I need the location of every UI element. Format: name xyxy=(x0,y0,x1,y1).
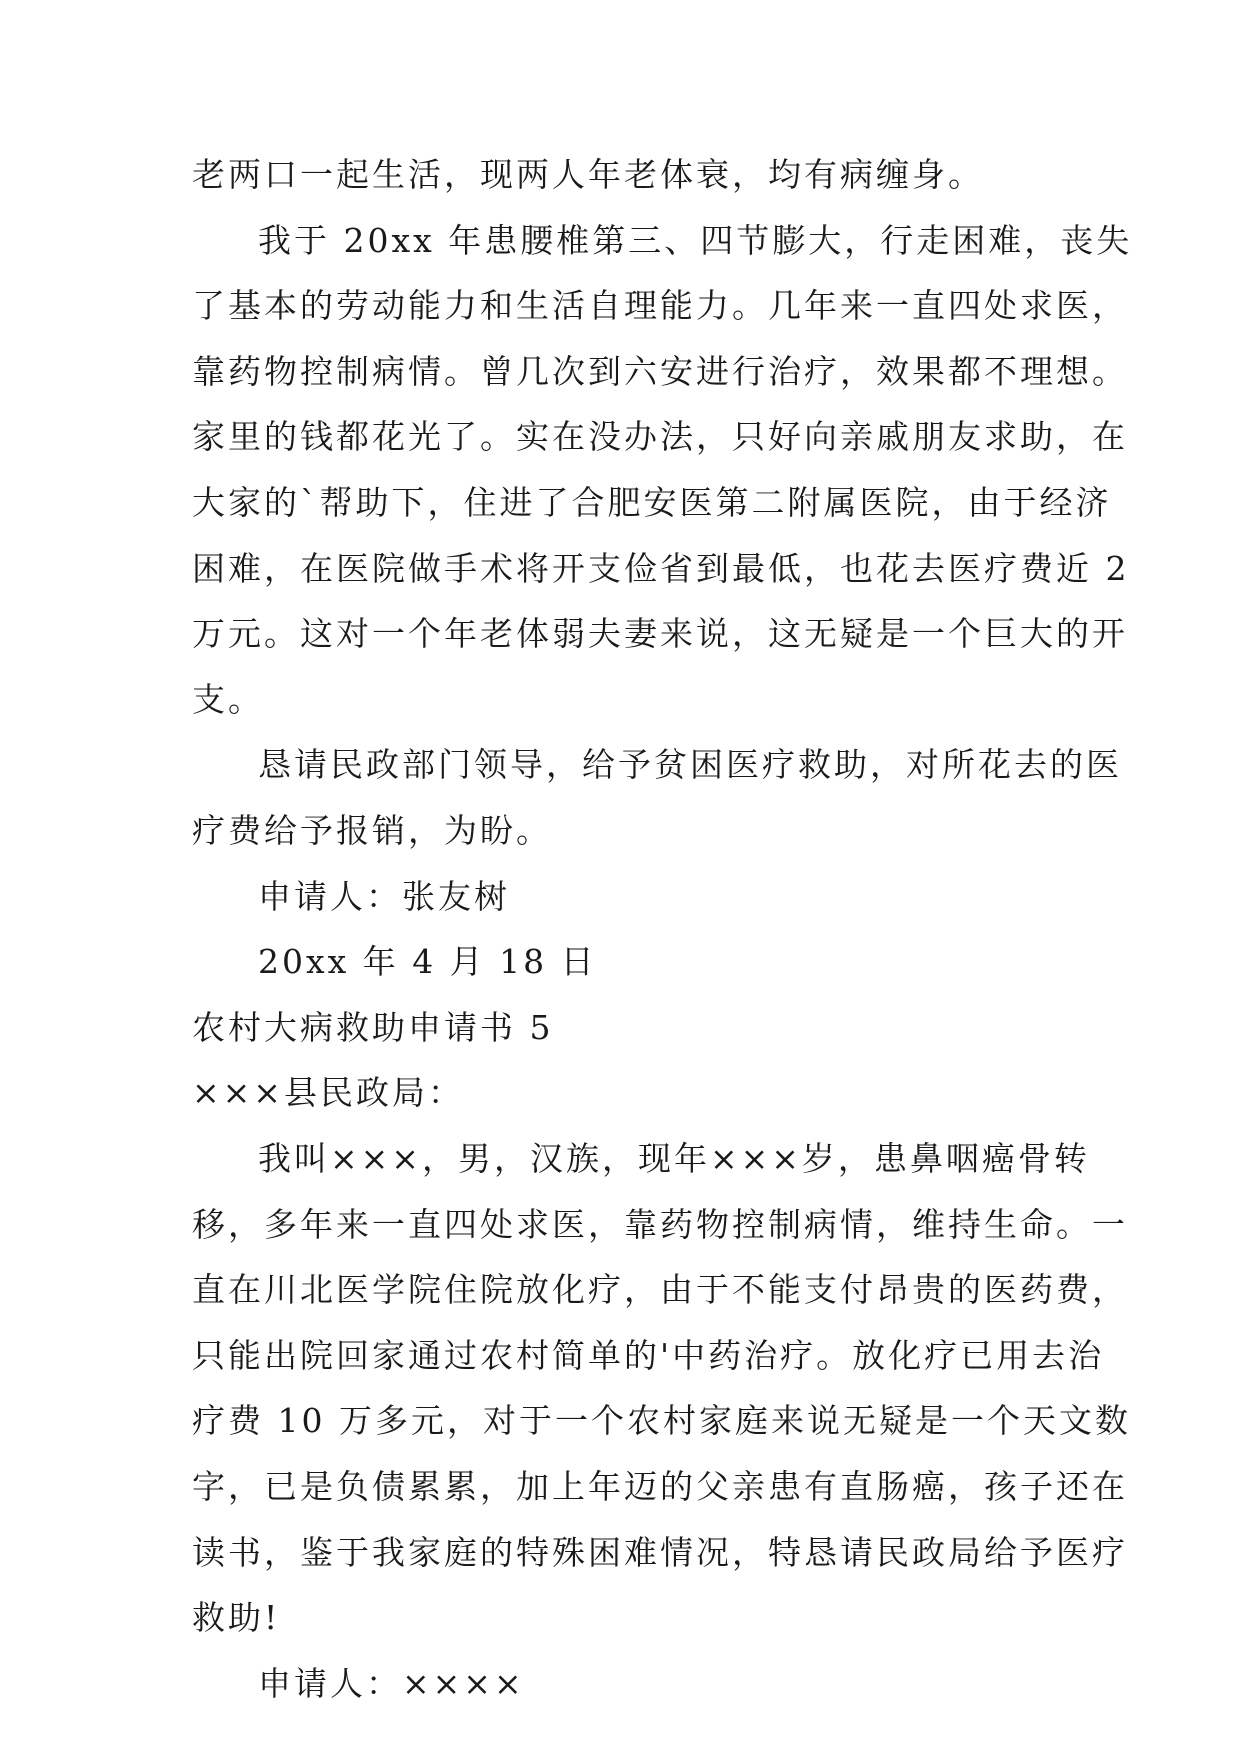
section-heading: 农村大病救助申请书 5 xyxy=(192,1008,554,1047)
text-line: 恳请民政部门领导，给予贫困医疗救助，对所花去的医 xyxy=(258,745,1122,784)
text-line: 我于 20xx 年患腰椎第三、四节膨大，行走困难，丧失 xyxy=(258,221,1133,260)
text-line: 我叫×××，男，汉族，现年×××岁，患鼻咽癌骨转 xyxy=(258,1139,1090,1178)
date-line: 20xx 年 4 月 18 日 xyxy=(258,942,597,981)
text-line: 直在川北医学院住院放化疗，由于不能支付昂贵的医药费， xyxy=(192,1270,1128,1309)
text-line: 家里的钱都花光了。实在没办法，只好向亲戚朋友求助，在 xyxy=(192,417,1128,456)
text-line: 疗费给予报销，为盼。 xyxy=(192,811,552,850)
text-line: 支。 xyxy=(192,680,264,719)
text-line: 读书，鉴于我家庭的特殊困难情况，特恳请民政局给予医疗 xyxy=(192,1533,1128,1572)
applicant-signature: 申请人：×××× xyxy=(258,1664,525,1703)
text-line: 靠药物控制病情。曾几次到六安进行治疗，效果都不理想。 xyxy=(192,352,1128,391)
text-line: 老两口一起生活，现两人年老体衰，均有病缠身。 xyxy=(192,155,984,194)
text-line: 字，已是负债累累，加上年迈的父亲患有直肠癌，孩子还在 xyxy=(192,1467,1128,1506)
text-line: 疗费 10 万多元，对于一个农村家庭来说无疑是一个天文数 xyxy=(192,1401,1131,1440)
addressee-line: ×××县民政局： xyxy=(192,1073,464,1112)
text-line: 万元。这对一个年老体弱夫妻来说，这无疑是一个巨大的开 xyxy=(192,614,1128,653)
applicant-signature: 申请人：张友树 xyxy=(258,877,510,916)
text-line: 大家的`帮助下，住进了合肥安医第二附属医院，由于经济 xyxy=(192,483,1112,522)
text-line: 了基本的劳动能力和生活自理能力。几年来一直四处求医， xyxy=(192,286,1128,325)
text-line: 困难，在医院做手术将开支俭省到最低，也花去医疗费近 2 xyxy=(192,549,1130,588)
text-line: 移，多年来一直四处求医，靠药物控制病情，维持生命。一 xyxy=(192,1205,1128,1244)
text-line: 救助! xyxy=(192,1598,281,1637)
text-line: 只能出院回家通过农村简单的'中药治疗。放化疗已用去治 xyxy=(192,1336,1105,1375)
